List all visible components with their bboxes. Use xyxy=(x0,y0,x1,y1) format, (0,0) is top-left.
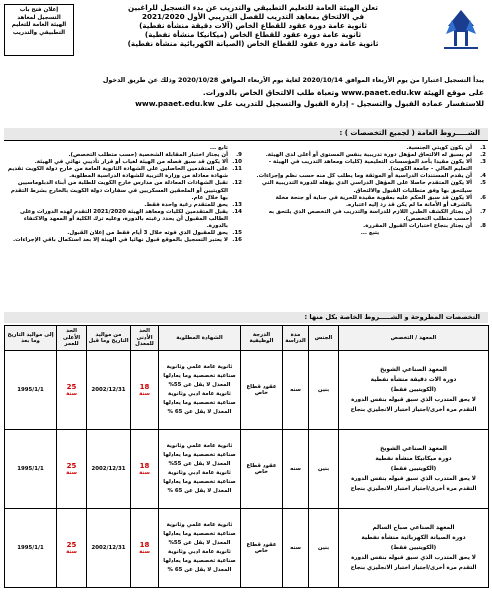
duration-cell: سنه xyxy=(283,430,309,509)
specialization-cell xyxy=(339,509,489,588)
condition-text: لم يسبق له الالتحاق لمؤهل دورة تدريبية بنفس المستوى أو أعلى لدى الهيئة. xyxy=(265,152,472,159)
min-age-unit: سنة xyxy=(139,470,150,476)
condition-number xyxy=(228,145,242,152)
column-header: الحد الأعلى للعمر xyxy=(57,326,87,351)
specializations-table xyxy=(4,325,489,588)
condition-text: أن يجتاز اختبار المقابلة الشخصية (حسب متطلب التخصص). xyxy=(68,152,228,159)
continued-note: يتبع ... xyxy=(360,230,380,237)
title-line: تعلن الهيئة العامة للتعليم التطبيقي والتدريب عن بدء التسجيل للراغبين xyxy=(128,3,378,12)
announcement-title xyxy=(78,3,428,48)
certificate-line: صناعية تخصصية وما يعادلها xyxy=(163,452,236,458)
certificate-line: المعدل لا يقل عن 55% xyxy=(168,461,231,467)
max-age-cell xyxy=(57,351,87,430)
min-age: 18 xyxy=(139,383,150,391)
condition-number: 16. xyxy=(232,237,242,244)
course-name: دورة الات دقيقة منشأة نفطية xyxy=(370,377,457,383)
max-age: 25 xyxy=(66,541,77,549)
condition-number: 6. xyxy=(480,194,486,201)
certificate-line: صناعية تخصصية وما يعادلها xyxy=(163,531,236,537)
max-age-unit: سنة xyxy=(66,470,77,476)
eligibility-note: لا يحق المتدرب الذي سبق قبوله بنفس الدورة xyxy=(351,476,476,482)
specialization-cell xyxy=(339,430,489,509)
to-date-cell: 1995/1/1 xyxy=(5,351,57,430)
condition-text: ألا يكون المتقدم حاصلا على المؤهل الدراسي الذي يؤهله للدورة التدريبية التي سيلتحق بها وفق متطلبات القبول والالتحاق. xyxy=(261,180,472,194)
condition-text: لا يعتبر التسجيل بالموقع قبول نهائيا في الهيئة إلا بعد استكمال باقي الإجراءات. xyxy=(13,237,228,244)
max-age: 25 xyxy=(66,462,77,470)
condition-number: 5. xyxy=(480,180,486,187)
condition-text: على المتقدمين الحاصلين على الشهادة الثانوية العامة من خارج دولة الكويت تقديم شهادة معادلة من وزارة التربية للشهادة الدراسية المطلوبة. xyxy=(7,166,228,180)
general-conditions-heading-bar xyxy=(4,128,488,141)
condition-item xyxy=(254,180,486,194)
specializations-heading: التخصصات المطروحة و الشـــــروط الخاصة بكل منها : xyxy=(304,313,480,321)
certificate-line: المعدل لا يقل عن 65 % xyxy=(167,488,232,494)
certificate-cell xyxy=(159,430,241,509)
certificate-line: صناعية تخصصية وما يعادلها xyxy=(163,479,236,485)
condition-text: ألا يكون قد سبق فصله من الهيئة لغياب أو قرار تأديبي نهائي في الهيئة. xyxy=(34,159,228,166)
course-name: دورة ميكانيكا منشأة نفطية xyxy=(375,456,452,462)
condition-text: يحق للمقبول الذي فوته خلال 3 أيام فقط من إعلان القبول. xyxy=(67,230,228,237)
min-age-cell xyxy=(131,430,159,509)
condition-text: أن يجتاز بنجاح اختبارات القبول المقررة. xyxy=(363,223,472,230)
column-header: الجنس xyxy=(309,326,339,351)
condition-text: أن يجتاز الكشف الطبي اللازم للدراسة والتدريب في التخصص الذي يلتحق به (حسب متطلب التخصص). xyxy=(268,208,472,222)
announcement-box-line: التطبيقي والتدريب xyxy=(12,29,66,36)
condition-item xyxy=(6,166,242,180)
condition-text: ألا يكون مقيدا بأحد المؤسسات التعليمية (كليات ومعاهد التدريب في الهيئة - التعليم العالي - جامعة الكويت). xyxy=(268,159,472,173)
institute-name: المعهد الصناعي صباح السالم xyxy=(372,525,455,531)
column-header: الحد الأدنى للمعدل xyxy=(131,326,159,351)
table-row xyxy=(5,351,489,430)
eligibility-note: التقدم مرة أخرى/اجتياز اختبار الانجليزي بنجاح xyxy=(350,565,477,571)
condition-item xyxy=(254,209,486,223)
gender-cell: بنين xyxy=(309,351,339,430)
general-conditions-heading: الشـــــروط العامة ( لجميع التخصصات ) : xyxy=(339,129,480,137)
paaet-logo-icon xyxy=(438,6,484,52)
max-age-cell xyxy=(57,430,87,509)
column-header: إلى مواليد التاريخ وما بعد xyxy=(5,326,57,351)
title-line: ثانوية عامة دورة عقود للقطاع الخاص (الصيانة الكهربائية منشأة نفطية) xyxy=(127,39,379,48)
duration-cell: سنه xyxy=(283,351,309,430)
announcement-box-line: التسجيل لمعاهد xyxy=(17,14,61,21)
condition-number: 11. xyxy=(232,166,242,173)
registration-website: على موقع الهيئة www.paaet.edu.kw وتعباة طلب الالتحاق الخاص بالدورات. xyxy=(202,87,484,97)
condition-number: 10. xyxy=(232,159,242,166)
condition-text: ألا يكون قد سبق الحكم عليه بعقوبة مقيدة للحرية في جناية أو جنحة مخلة بالشرف أو الأمانة ما لم يكن قد رد إليه اعتباره. xyxy=(275,194,472,208)
institute-name: المعهد الصناعي الشويخ xyxy=(380,446,447,452)
min-age-unit: سنة xyxy=(139,391,150,397)
from-date-cell: 2002/12/31 xyxy=(87,509,131,588)
specialization-cell xyxy=(339,351,489,430)
certificate-line: ثانوية عامة علمي وثانوية xyxy=(166,443,233,449)
nationality-note: (الكويتيين فقط) xyxy=(390,387,437,393)
condition-text: تابع ... xyxy=(209,145,228,151)
condition-number: 7. xyxy=(480,208,486,215)
condition-number: 3. xyxy=(480,159,486,166)
table-row xyxy=(5,509,489,588)
column-header: من مواليد التاريخ وما قبل xyxy=(87,326,131,351)
title-line: ثانوية عامة دورة عقود للقطاع الخاص (آلات دقيقة منشأة نفطية) xyxy=(139,21,367,30)
certificate-line: ثانوية عامة ادبي وثانوية xyxy=(168,391,231,397)
title-line: في الالتحاق بمعاهد التدريب للفصل التدريبي الأول 2021/2020 xyxy=(141,12,365,21)
certificate-line: المعدل لا يقل عن 55% xyxy=(168,540,231,546)
condition-number: 4. xyxy=(480,173,486,180)
announcement-box-line: إعلان فتح باب xyxy=(19,7,59,13)
nationality-note: (الكويتيين فقط) xyxy=(390,545,437,551)
grade-cell: عقود قطاع خاص xyxy=(241,351,283,430)
min-age-unit: سنة xyxy=(139,549,150,555)
min-age-cell xyxy=(131,509,159,588)
condition-item xyxy=(254,159,486,173)
condition-number: 14. xyxy=(232,208,242,215)
to-date-cell: 1995/1/1 xyxy=(5,430,57,509)
nationality-note: (الكويتيين فقط) xyxy=(390,466,437,472)
max-age-cell xyxy=(57,509,87,588)
specializations-heading-bar xyxy=(4,312,488,323)
condition-item xyxy=(6,237,242,244)
announcement-header xyxy=(0,0,492,72)
condition-text: تقبل الشهادات المعادلة من مدارس خارج الكويت للطلبة من أبناء الدبلوماسيين الكويتيين أو الملحقين العسكريين في سفارات دولة الكويت بالخارج بشرط التقدم بها خلال عام. xyxy=(10,180,228,201)
max-age-unit: سنة xyxy=(66,549,77,555)
conditions-column-right xyxy=(254,145,486,237)
condition-number: 8. xyxy=(480,223,486,230)
announcement-box xyxy=(4,4,74,56)
condition-text: يقبل المتقدمين لكليات ومعاهد الهيئة 2021/2020 التقدم لهذه الدورات وعلى الطالب المقبول أن يحدد رغبته بالدورة، وعليه ترك الكلية أو المعهد والاكتفاء بالدورة. xyxy=(20,208,228,230)
condition-item xyxy=(6,202,242,209)
certificate-line: المعدل لا يقل عن 65 % xyxy=(167,567,232,573)
condition-number: 13. xyxy=(232,201,242,208)
registration-dates: يبدأ التسجيل اعتبارا من يوم الأربعاء الموافق 2020/10/14 لغاية يوم الأربعاء الموافق 2020/10/28 وذلك عن طريق الدخول xyxy=(102,76,484,84)
table-header-row xyxy=(5,326,489,351)
institute-name: المعهد الصناعي الشويخ xyxy=(380,367,447,373)
course-name: دورة الصيانة الكهربائية منشأة نفطية xyxy=(361,535,466,541)
min-age: 18 xyxy=(139,541,150,549)
certificate-line: المعدل لا يقل عن 55% xyxy=(168,382,231,388)
column-header: الدرجة الوظيفية xyxy=(241,326,283,351)
grade-cell: عقود قطاع خاص xyxy=(241,509,283,588)
certificate-cell xyxy=(159,351,241,430)
condition-text: يحق للمتقدم رغبة واحدة فقط. xyxy=(144,201,228,208)
eligibility-note: التقدم مرة أخرى/اجتياز اختبار الانجليزي بنجاح xyxy=(350,486,477,492)
to-date-cell: 1995/1/1 xyxy=(5,509,57,588)
condition-text: أن يكون كويتي الجنسية. xyxy=(406,145,472,151)
min-age-cell xyxy=(131,351,159,430)
condition-number: 12. xyxy=(232,180,242,187)
certificate-line: صناعية تخصصية وما يعادلها xyxy=(163,373,236,379)
from-date-cell: 2002/12/31 xyxy=(87,430,131,509)
certificate-cell xyxy=(159,509,241,588)
column-header: المعهد / التخصص xyxy=(339,326,489,351)
inquiries-line: للاستفسار عمادة القبول والتسجيل - إدارة القبول والتسجيل للتدريب على www.paaet.edu.kw xyxy=(135,99,484,108)
registration-intro xyxy=(8,75,484,110)
certificate-line: المعدل لا يقل عن 65 % xyxy=(167,409,232,415)
certificate-line: ثانوية عامة علمي وثانوية xyxy=(166,364,233,370)
min-age: 18 xyxy=(139,462,150,470)
certificate-line: ثانوية عامة ادبي وثانوية xyxy=(168,549,231,555)
condition-text: أن يقدم المستندات الدراسية أو الموثقة وما يطلب كل منه حسب نظم وإجراءات. xyxy=(256,173,472,180)
gender-cell: بنين xyxy=(309,509,339,588)
announcement-box-line: الهيئة العامة للتعليم xyxy=(11,22,67,29)
grade-cell: عقود قطاع خاص xyxy=(241,430,283,509)
title-line: ثانوية عامة دورة عقود للقطاع الخاص (ميكانيكا منشأة نفطية) xyxy=(144,30,362,39)
certificate-line: صناعية تخصصية وما يعادلها xyxy=(163,558,236,564)
certificate-line: ثانوية عامة ادبي وثانوية xyxy=(168,470,231,476)
condition-item xyxy=(6,209,242,230)
condition-item xyxy=(6,180,242,201)
eligibility-note: التقدم مرة أخرى/اجتياز اختبار الانجليزي بنجاح xyxy=(350,407,477,413)
eligibility-note: لا يحق المتدرب الذي سبق قبوله بنفس الدورة xyxy=(351,397,476,403)
condition-number: 9. xyxy=(236,152,242,159)
conditions-column-left xyxy=(6,145,242,244)
condition-item xyxy=(254,223,486,230)
certificate-line: ثانوية عامة علمي وثانوية xyxy=(166,522,233,528)
duration-cell: سنه xyxy=(283,509,309,588)
max-age-unit: سنة xyxy=(66,391,77,397)
eligibility-note: لا يحق المتدرب الذي سبق قبوله بنفس الدورة xyxy=(351,555,476,561)
from-date-cell: 2002/12/31 xyxy=(87,351,131,430)
column-header: الشهادة المطلوبة xyxy=(159,326,241,351)
condition-item xyxy=(254,195,486,209)
table-row xyxy=(5,430,489,509)
column-header: مدة الدراسة xyxy=(283,326,309,351)
condition-number: 15. xyxy=(232,230,242,237)
max-age: 25 xyxy=(66,383,77,391)
condition-number: 2. xyxy=(480,152,486,159)
condition-number: 1. xyxy=(480,145,486,151)
gender-cell: بنين xyxy=(309,430,339,509)
certificate-line: صناعية تخصصية وما يعادلها xyxy=(163,400,236,406)
